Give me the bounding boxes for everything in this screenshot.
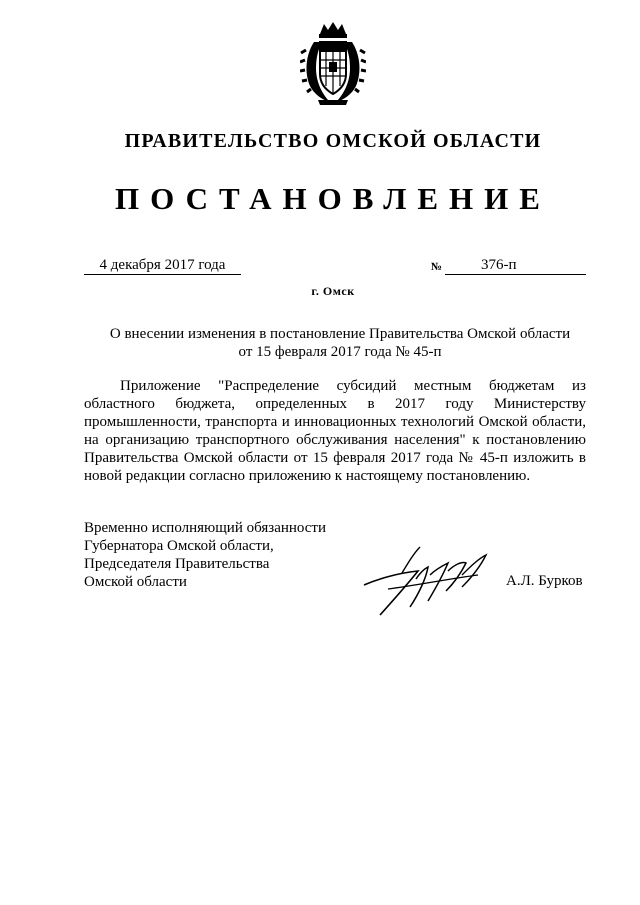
document-date: 4 декабря 2017 года [84,256,241,275]
document-number: 376-п [481,257,517,273]
signer-title-block [84,519,344,591]
signer-title-line: Председателя Правительства [84,556,270,572]
number-sign: № [431,261,443,273]
subject-line: от 15 февраля 2017 года № 45-п [238,344,442,360]
organization-title: ПРАВИТЕЛЬСТВО ОМСКОЙ ОБЛАСТИ [124,130,542,152]
document-number-field [445,256,586,275]
signature-icon [358,545,498,619]
document-subject [84,325,596,361]
city: г. Омск [311,284,355,298]
signer-title-line: Губернатора Омской области, [84,538,274,554]
signer-title-line: Временно исполняющий обязанности [84,520,327,536]
subject-line: О внесении изменения в постановление Правительства Омской области [109,326,571,342]
coat-of-arms-icon [300,20,366,106]
document-type-title: ПОСТАНОВЛЕНИЕ [115,181,551,216]
signer-title-line: Омской области [84,574,187,590]
signer-name: А.Л. Бурков [506,573,583,589]
body-paragraph: Приложение "Распределение субсидий местным бюджетам из областного бюджета, определенных в 2017 году Министерству промышленности, транспорта и инновационных технологий Омской области, на организацию транспортного обслуживания населения" к постановлению Правительства Омской области от 15 февраля 2017 года № 45-п изложить в новой редакции согласно приложению к настоящему постановлению. [84,378,586,484]
